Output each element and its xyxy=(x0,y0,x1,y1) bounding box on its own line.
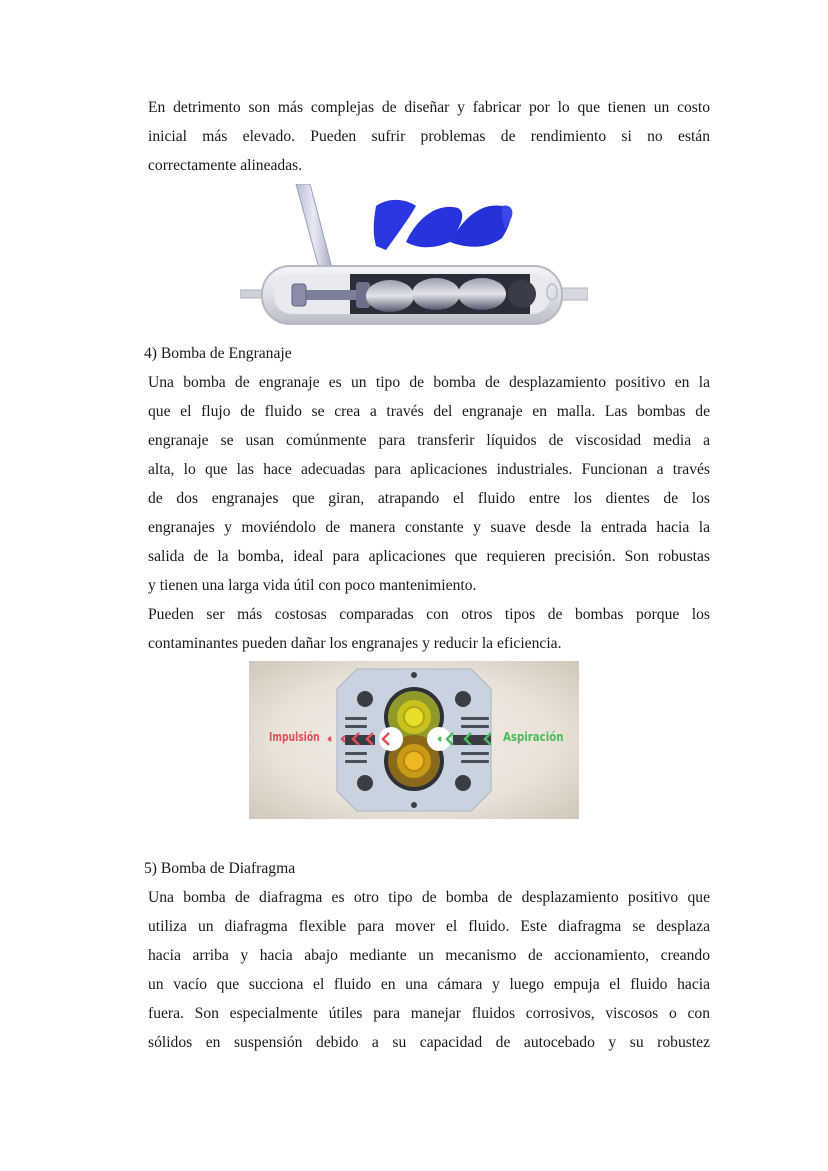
text-line: contaminantes pueden dañar los engranajes y reducir la eficiencia. xyxy=(148,635,562,652)
diaphragm-pump-paragraph xyxy=(148,883,710,1057)
text-line: Pueden ser más costosas comparadas con otros tipos de bombas porque los xyxy=(148,606,710,623)
intro-paragraph xyxy=(148,93,710,180)
text-line: que el flujo de fluido se crea a través del engranaje en malla. Las bombas de xyxy=(148,403,710,420)
text-line: alta, lo que las hace adecuadas para aplicaciones industriales. Funcionan a través xyxy=(148,461,710,478)
text-line: engranajes y moviéndolo de manera constante y suave desde la entrada hacia la xyxy=(148,519,710,536)
gear-pump-figure xyxy=(249,661,579,819)
text-line: utiliza un diafragma flexible para mover el fluido. Este diafragma se desplaza xyxy=(148,918,710,935)
text-line: En detrimento son más complejas de diseñar y fabricar por lo que tienen un costo xyxy=(148,99,710,116)
text-line: Una bomba de diafragma es otro tipo de bomba de desplazamiento positivo que xyxy=(148,889,710,906)
text-line: correctamente alineadas. xyxy=(148,157,303,174)
section-heading-diaphragm-pump: 5) Bomba de Diafragma xyxy=(144,860,296,877)
text-line: hacia arriba y hacia abajo mediante un mecanismo de accionamiento, creando xyxy=(148,947,710,964)
text-line: Una bomba de engranaje es un tipo de bomba de desplazamiento positivo en la xyxy=(148,374,710,391)
screw-pump-figure xyxy=(240,184,588,326)
gear-pump-paragraph xyxy=(148,368,710,658)
suction-label: Aspiración xyxy=(503,730,564,744)
screw-pump-illustration xyxy=(240,184,588,326)
text-line: y tienen una larga vida útil con poco mantenimiento. xyxy=(148,577,477,594)
text-line: sólidos en suspensión debido a su capacidad de autocebado y su robustez xyxy=(148,1034,710,1051)
text-line: un vacío que succiona el fluido en una cámara y luego empuja el fluido hacia xyxy=(148,976,710,993)
discharge-label: Impulsión xyxy=(269,730,320,744)
section-heading-gear-pump: 4) Bomba de Engranaje xyxy=(144,345,292,362)
text-line: de dos engranajes que giran, atrapando el fluido entre los dientes de los xyxy=(148,490,710,507)
text-line: salida de la bomba, ideal para aplicaciones que requieren precisión. Son robustas xyxy=(148,548,710,565)
text-line: engranaje se usan comúnmente para transferir líquidos de viscosidad media a xyxy=(148,432,710,449)
text-line: inicial más elevado. Pueden sufrir problemas de rendimiento si no están xyxy=(148,128,710,145)
text-line: fuera. Son especialmente útiles para manejar fluidos corrosivos, viscosos o con xyxy=(148,1005,710,1022)
